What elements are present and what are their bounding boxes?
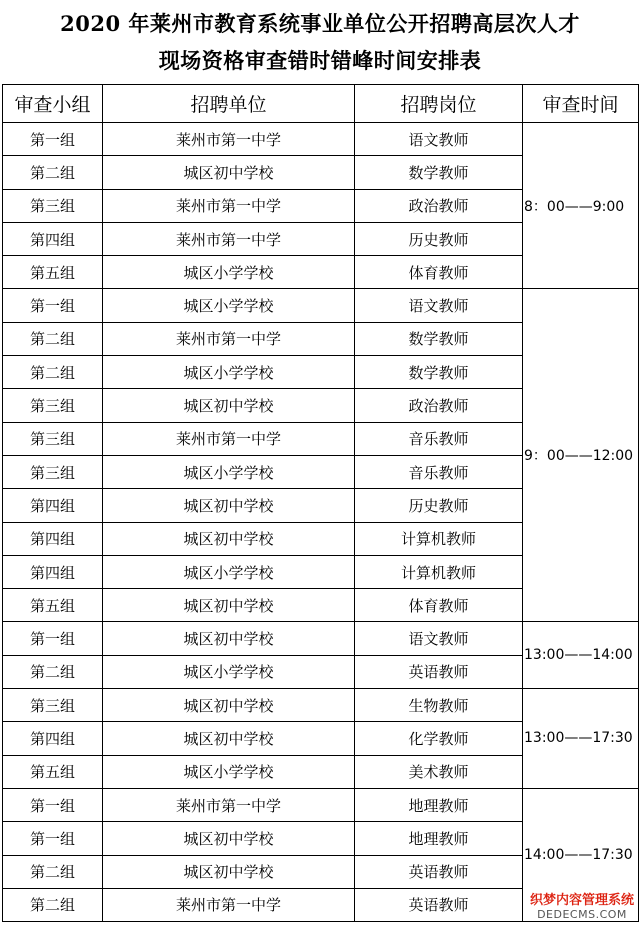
cell-unit: 莱州市第一中学: [103, 322, 355, 355]
cell-post: 政治教师: [355, 189, 523, 222]
cell-unit: 城区小学学校: [103, 256, 355, 289]
table-row: [3, 289, 639, 322]
cell-time: 14:00——17:30: [523, 788, 639, 921]
cell-post: 化学教师: [355, 722, 523, 755]
cell-group: 第二组: [3, 855, 103, 888]
cell-time: 13:00——17:30: [523, 689, 639, 789]
cell-post: 语文教师: [355, 123, 523, 156]
cell-group: 第一组: [3, 822, 103, 855]
cell-group: 第一组: [3, 788, 103, 821]
cell-group: 第四组: [3, 222, 103, 255]
header-group: 审查小组: [3, 85, 103, 123]
header-unit: 招聘单位: [103, 85, 355, 123]
cell-unit: 莱州市第一中学: [103, 888, 355, 921]
cell-group: 第一组: [3, 622, 103, 655]
cell-unit: 城区小学学校: [103, 655, 355, 688]
cell-group: 第二组: [3, 888, 103, 921]
table-row: [3, 689, 639, 722]
table-row: [3, 622, 639, 655]
cell-post: 数学教师: [355, 322, 523, 355]
cell-unit: 城区初中学校: [103, 855, 355, 888]
cell-post: 英语教师: [355, 655, 523, 688]
cell-post: 英语教师: [355, 855, 523, 888]
cell-group: 第二组: [3, 655, 103, 688]
cell-unit: 城区初中学校: [103, 822, 355, 855]
cell-group: 第三组: [3, 455, 103, 488]
cell-group: 第三组: [3, 389, 103, 422]
cell-unit: 城区小学学校: [103, 455, 355, 488]
cell-post: 体育教师: [355, 256, 523, 289]
cell-group: 第四组: [3, 489, 103, 522]
cell-post: 数学教师: [355, 356, 523, 389]
cell-unit: 城区初中学校: [103, 622, 355, 655]
cell-post: 体育教师: [355, 589, 523, 622]
watermark-line2: DEDECMS.COM: [537, 908, 627, 922]
cell-post: 英语教师: [355, 888, 523, 921]
cell-post: 计算机教师: [355, 555, 523, 588]
cell-group: 第一组: [3, 123, 103, 156]
cell-unit: 城区小学学校: [103, 289, 355, 322]
cell-group: 第二组: [3, 322, 103, 355]
cell-group: 第四组: [3, 522, 103, 555]
cell-unit: 莱州市第一中学: [103, 422, 355, 455]
header-post: 招聘岗位: [355, 85, 523, 123]
table-row: [3, 788, 639, 821]
cell-post: 生物教师: [355, 689, 523, 722]
cell-unit: 莱州市第一中学: [103, 788, 355, 821]
cell-post: 语文教师: [355, 289, 523, 322]
cell-post: 数学教师: [355, 156, 523, 189]
cell-group: 第五组: [3, 256, 103, 289]
cell-post: 计算机教师: [355, 522, 523, 555]
cell-unit: 莱州市第一中学: [103, 189, 355, 222]
cell-unit: 城区初中学校: [103, 489, 355, 522]
cell-group: 第四组: [3, 722, 103, 755]
header-row: [3, 85, 639, 123]
watermark-line1: 织梦内容管理系统: [529, 893, 634, 909]
cell-group: 第四组: [3, 555, 103, 588]
table-body: [3, 123, 639, 922]
cell-unit: 莱州市第一中学: [103, 222, 355, 255]
cell-post: 音乐教师: [355, 422, 523, 455]
cell-group: 第二组: [3, 356, 103, 389]
cell-post: 历史教师: [355, 489, 523, 522]
cell-group: 第三组: [3, 422, 103, 455]
watermark: [530, 894, 634, 922]
cell-time: 9：00——12:00: [523, 289, 639, 622]
schedule-table: [2, 84, 639, 922]
cell-post: 历史教师: [355, 222, 523, 255]
table-row: [3, 123, 639, 156]
cell-group: 第三组: [3, 189, 103, 222]
cell-group: 第一组: [3, 289, 103, 322]
cell-unit: 城区小学学校: [103, 555, 355, 588]
cell-time: 8：00——9:00: [523, 123, 639, 289]
cell-time: 13:00——14:00: [523, 622, 639, 689]
cell-unit: 城区初中学校: [103, 156, 355, 189]
cell-unit: 城区小学学校: [103, 755, 355, 788]
page-subtitle: 现场资格审查错时错峰时间安排表: [158, 48, 482, 73]
cell-group: 第五组: [3, 755, 103, 788]
cell-group: 第三组: [3, 689, 103, 722]
cell-unit: 城区初中学校: [103, 522, 355, 555]
page-title: 2020 年莱州市教育系统事业单位公开招聘高层次人才: [60, 11, 580, 36]
cell-unit: 莱州市第一中学: [103, 123, 355, 156]
cell-post: 美术教师: [355, 755, 523, 788]
cell-post: 地理教师: [355, 822, 523, 855]
cell-unit: 城区小学学校: [103, 356, 355, 389]
cell-unit: 城区初中学校: [103, 589, 355, 622]
cell-unit: 城区初中学校: [103, 389, 355, 422]
cell-post: 语文教师: [355, 622, 523, 655]
cell-group: 第二组: [3, 156, 103, 189]
cell-unit: 城区初中学校: [103, 722, 355, 755]
cell-group: 第五组: [3, 589, 103, 622]
cell-post: 音乐教师: [355, 455, 523, 488]
header-time: 审查时间: [523, 85, 639, 123]
cell-unit: 城区初中学校: [103, 689, 355, 722]
cell-post: 政治教师: [355, 389, 523, 422]
cell-post: 地理教师: [355, 788, 523, 821]
